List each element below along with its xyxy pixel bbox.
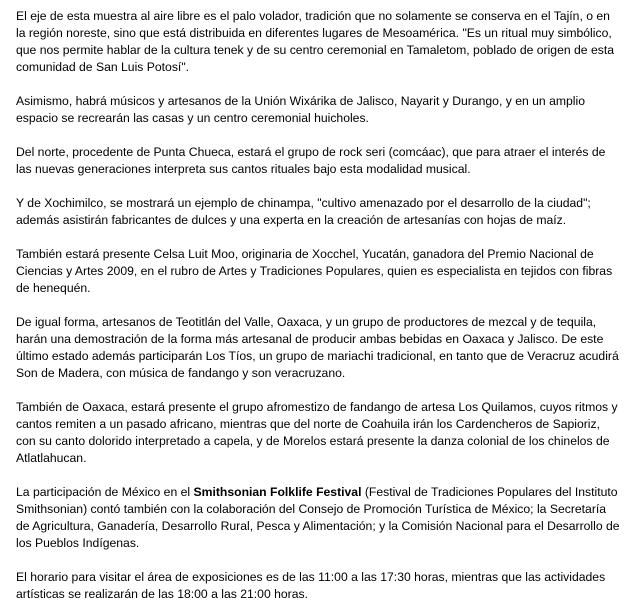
paragraph-rock-seri: Del norte, procedente de Punta Chueca, estará el grupo de rock seri (comcáac), que para atraer el interés de las nuevas generaciones interpreta sus cantos rituales bajo esta modalidad musical. [16, 145, 606, 176]
paragraph-afromestizo: También de Oaxaca, estará presente el grupo afromestizo de fandango de artesa Los Quilamos, cuyos ritmos y cantos remiten a un pasado africano, mientras que del norte de Coahuila irán los Cardencheros de Sapioriz, con su canto dolorido interpretado a capela, y de Morelos estará presente la danza colonial de los chinelos de Atlatlahucan. [16, 400, 618, 465]
festival-name: Smithsonian Folklife Festival [193, 485, 362, 499]
paragraph-horario: El horario para visitar el área de exposiciones es de las 11:00 a las 17:30 horas, mientras que las actividades artísticas se realizarán de las 18:00 a las 21:00 horas. [16, 570, 606, 601]
paragraph-xochimilco: Y de Xochimilco, se mostrará un ejemplo de chinampa, "cultivo amenazado por el desarrollo de la ciudad"; además asistirán fabricantes de dulces y una experta en la creación de artesanías con hojas de maíz. [16, 196, 591, 227]
paragraph-celsa-luit-moo: También estará presente Celsa Luit Moo, originaria de Xocchel, Yucatán, ganadora del Premio Nacional de Ciencias y Artes 2009, en el rubro de Artes y Tradiciones Populares, quien es especialista en tejidos con fibras de henequén. [16, 247, 613, 295]
paragraph-smithsonian [16, 484, 620, 552]
paragraph-oaxaca-jalisco: De igual forma, artesanos de Teotitlán del Valle, Oaxaca, y un grupo de productores de mezcal y de tequila, harán una demostración de la forma más artesanal de producir ambas bebidas en Oaxaca y Jalisco. De este último estado además participarán Los Tíos, un grupo de mariachi tradicional, en tanto que de Veracruz acudirá Son de Madera, con música de fandango y son veracruzano. [16, 315, 619, 380]
paragraph-smithsonian-rest: (Festival de Tradiciones Populares del Instituto Smithsonian) contó también con la colaboración del Consejo de Promoción Turística de México; la Secretaría de Agricultura, Ganadería, Desarrollo Rural, Pesca y Alimentación; y la Comisión Nacional para el Desarrollo de los Pueblos Indígenas. [16, 485, 620, 550]
paragraph-wixarika: Asimismo, habrá músicos y artesanos de la Unión Wixárika de Jalisco, Nayarit y Durango, y en un amplio espacio se recrearán las casas y un centro ceremonial huicholes. [16, 94, 585, 125]
paragraph-smithsonian-intro: La participación de México en el [16, 485, 194, 499]
paragraph-palo-volador: El eje de esta muestra al aire libre es el palo volador, tradición que no solamente se conserva en el Tajín, o en la región noreste, sino que está distribuida en diferentes lugares de Mesoamérica. "Es un ritual muy simbólico, que nos permite hablar de la cultura tenek y de su centro ceremonial en Tamaletom, poblado de origen de esta comunidad de San Luis Potosí". [16, 9, 615, 74]
